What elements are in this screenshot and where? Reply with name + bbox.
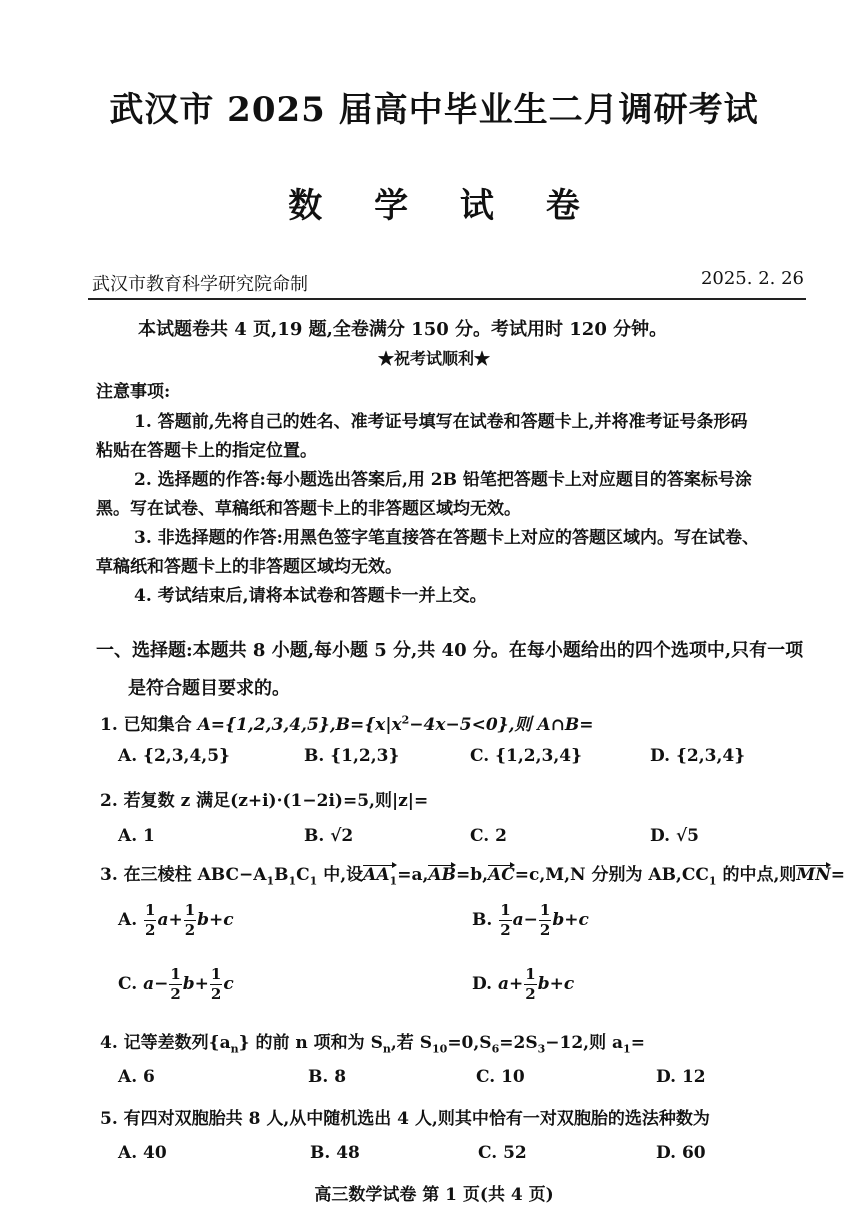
- question-2-option-b: B. √2: [304, 826, 354, 846]
- exam-title: 武汉市 2025 届高中毕业生二月调研考试: [109, 90, 759, 130]
- question-4-option-a: A. 6: [118, 1067, 155, 1087]
- notice-heading: 注意事项:: [96, 382, 171, 402]
- question-5-option-b: B. 48: [310, 1143, 360, 1163]
- notice-line: 1. 答题前,先将自己的姓名、准考证号填写在试卷和答题卡上,并将准考证号条形码: [134, 412, 748, 432]
- section-heading-cont: 是符合题目要求的。: [128, 678, 290, 699]
- notice-line: 草稿纸和答题卡上的非答题区域均无效。: [96, 557, 402, 577]
- vector-ab: AB: [428, 865, 456, 885]
- question-5-option-d: D. 60: [656, 1143, 706, 1163]
- question-2-stem: 2. 若复数 z 满足(z+i)·(1−2i)=5,则|z|=: [100, 791, 429, 811]
- question-3-option-c: C. a− $\frac{1}{2}$ b+ $\frac{1}{2}$ c: [118, 965, 234, 1003]
- question-3-option-b: B. $\frac{1}{2}$ a− $\frac{1}{2}$ b+c: [472, 901, 589, 939]
- question-2-option-c: C. 2: [470, 826, 507, 846]
- header-divider: [88, 298, 806, 300]
- notice-line: 4. 考试结束后,请将本试卷和答题卡一并上交。: [134, 586, 487, 606]
- notice-line: 粘贴在答题卡上的指定位置。: [96, 441, 317, 461]
- question-1-option-c: C. {1,2,3,4}: [470, 746, 583, 766]
- vector-ac: AC: [488, 865, 515, 885]
- vector-aa1: $AA_1$: [363, 865, 398, 888]
- question-3-option-d: D. a+ $\frac{1}{2}$ b+c: [472, 965, 575, 1003]
- good-luck-banner: ★祝考试顺利★: [377, 349, 490, 368]
- section-heading: 一、选择题:本题共 8 小题,每小题 5 分,共 40 分。在每小题给出的四个选项中,只有一项: [96, 640, 804, 661]
- question-2-option-a: A. 1: [118, 826, 155, 846]
- vector-mn: MN: [796, 865, 831, 885]
- question-5-option-a: A. 40: [118, 1143, 167, 1163]
- question-5-stem: 5. 有四对双胞胎共 8 人,从中随机选出 4 人,则其中恰有一对双胞胎的选法种数为: [100, 1109, 710, 1129]
- exam-subtitle: 数 学 试 卷: [288, 186, 600, 226]
- question-2-option-d: D. √5: [650, 826, 699, 846]
- question-1-option-a: A. {2,3,4,5}: [118, 746, 230, 766]
- notice-line: 黑。写在试卷、草稿纸和答题卡上的非答题区域均无效。: [96, 499, 521, 519]
- question-1-option-b: B. {1,2,3}: [304, 746, 400, 766]
- exam-date: 2025. 2. 26: [700, 268, 804, 289]
- question-4-option-b: B. 8: [308, 1067, 347, 1087]
- question-3-option-a: A. $\frac{1}{2}$ a+ $\frac{1}{2}$ b+c: [118, 901, 234, 939]
- notice-line: 3. 非选择题的作答:用黑色签字笔直接答在答题卡上对应的答题区域内。写在试卷、: [134, 528, 759, 548]
- exam-info: 本试题卷共 4 页,19 题,全卷满分 150 分。考试用时 120 分钟。: [138, 319, 668, 340]
- question-4-stem: 4. 记等差数列$\{a_n\}$ 的前 n 项和为 $S_n$,若 $S_{10}=0,S_6=2S_3-12$,则 $a_1=$: [100, 1033, 645, 1056]
- question-1-option-d: D. {2,3,4}: [650, 746, 746, 766]
- page-footer: 高三数学试卷 第 1 页(共 4 页): [314, 1185, 554, 1205]
- question-5-option-c: C. 52: [478, 1143, 527, 1163]
- notice-line: 2. 选择题的作答:每小题选出答案后,用 2B 铅笔把答题卡上对应题目的答案标号涂: [134, 470, 752, 490]
- question-4-option-d: D. 12: [656, 1067, 706, 1087]
- question-1-stem: 1. 已知集合 $A=\{1,2,3,4,5\},B=\{x|x^2-4x-5<0\}$,则 A∩B=: [100, 713, 594, 735]
- question-4-option-c: C. 10: [476, 1067, 525, 1087]
- organization-label: 武汉市教育科学研究院命制: [92, 274, 308, 295]
- question-3-stem: 3. 在三棱柱 $ABC-A_1B_1C_1$ 中,设$AA_1=a,AB=b,AC=c,M,N$ 分别为 $AB,CC_1$ 的中点,则MN=: [100, 865, 846, 888]
